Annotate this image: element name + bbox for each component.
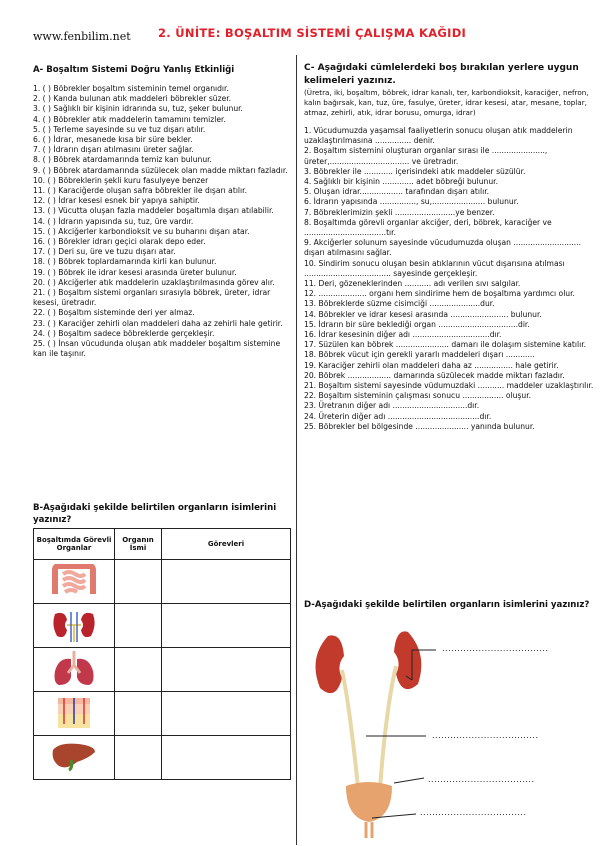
true-false-item[interactable]: 19. ( ) Böbrek ile idrar kesesi arasında üreter bulunur. bbox=[33, 267, 237, 277]
fill-blank-item[interactable]: 10. Sindirim sonucu oluşan besin atıklarının vücut dışarısına atılması .................................... sayesinde gerçekleşir. bbox=[304, 258, 565, 278]
true-false-item[interactable]: 16. ( ) Börekler idrarı geçici olarak depo eder. bbox=[33, 237, 206, 247]
page-title: 2. ÜNİTE: BOŞALTIM SİSTEMİ ÇALIŞMA KAĞIDI bbox=[158, 26, 467, 40]
liver-image bbox=[34, 736, 115, 780]
true-false-item[interactable]: 25. ( ) İnsan vücudunda oluşan atık maddeler boşaltım sistemine kan ile taşınır. bbox=[33, 339, 281, 359]
true-false-item[interactable]: 15. ( ) Akciğerler karbondioksit ve su buharını dışarı atar. bbox=[33, 226, 250, 236]
fill-blank-item[interactable]: 6. İdrarın yapısında ..............., su,...................... bulunur. bbox=[304, 197, 519, 207]
table-row bbox=[34, 604, 291, 648]
organ-duty-cell[interactable] bbox=[162, 648, 291, 692]
kidney-image bbox=[34, 604, 115, 648]
true-false-item[interactable]: 5. ( ) Terleme sayesinde su ve tuz dışarı atılır. bbox=[33, 124, 206, 134]
true-false-item[interactable]: 21. ( ) Boşaltım sistemi organları sırasıyla böbrek, üreter, idrar kesesi, üretradır. bbox=[33, 288, 271, 308]
fill-blank-item[interactable]: 9. Akciğerler solunum sayesinde vücudumuzda oluşan ............................ dışarı atılmasını sağlar. bbox=[304, 238, 581, 258]
fill-blank-item[interactable]: 8. Boşaltımda görevli organlar akciğer, deri, böbrek, karaciğer ve ..................................tır. bbox=[304, 217, 552, 238]
true-false-item[interactable]: 1. ( ) Böbrekler boşaltım sisteminin temel organıdır. bbox=[33, 84, 229, 93]
true-false-item[interactable]: 2. ( ) Kanda bulunan atık maddeleri böbrekler süzer. bbox=[33, 94, 232, 104]
organs-table bbox=[33, 528, 291, 780]
fill-blank-item[interactable]: 7. Böbreklerimizin şekli .........................ye benzer. bbox=[304, 207, 495, 217]
fill-blank-item[interactable]: 5. Oluşan idrar.................. tarafından dışarı atılır. bbox=[304, 187, 490, 197]
organ-name-cell[interactable] bbox=[115, 560, 162, 604]
site-name: www.fenbilim.net bbox=[33, 30, 131, 43]
fill-blank-item[interactable]: 14. Böbrekler ve idrar kesesi arasında ........................ bulunur. bbox=[304, 309, 542, 319]
organ-name-cell[interactable] bbox=[115, 648, 162, 692]
fill-blank-item[interactable]: 12. .................... organı hem sindirime hem de boşaltıma yardımcı olur. bbox=[304, 289, 575, 299]
diagram-blank-1[interactable]: ................................... bbox=[442, 644, 549, 653]
section-c-title: C- Aşağıdaki cümlelerdeki boş bırakılan yerlere uygun kelimeleri yazınız. bbox=[304, 63, 579, 86]
section-c bbox=[304, 62, 596, 432]
true-false-item[interactable]: 9. ( ) Böbrek atardamarında süzülecek olan madde miktarı fazladır. bbox=[33, 165, 288, 175]
col-duty-header: Görevleri bbox=[162, 529, 291, 560]
true-false-list bbox=[33, 84, 291, 359]
true-false-item[interactable]: 10. ( ) Böbreklerin şekli kuru fasulyeye benzer bbox=[33, 175, 209, 185]
word-bank: (Üretra, iki, boşaltım, böbrek, idrar kanalı, ter, karbondioksit, karaciğer, nefron, kalın bağırsak, kan, tuz, üre, fasulye, üreter, idrar kesesi, atar, mesane, toplar, atmaz, zehirli, atık, idrar borusu, omurga, idrar) bbox=[304, 88, 589, 117]
fill-blank-item[interactable]: 17. Süzülen kan böbrek ...................... damarı ile dolaşım sistemine katılır. bbox=[304, 340, 587, 350]
col-organs-header: Boşaltımda Görevli Organlar bbox=[34, 529, 115, 560]
true-false-item[interactable]: 17. ( ) Deri su, üre ve tuzu dışarı atar. bbox=[33, 247, 176, 257]
true-false-item[interactable]: 6. ( ) İdrar, mesanede kısa bir süre bekler. bbox=[33, 135, 193, 145]
col-name-header: Organın İsmi bbox=[115, 529, 162, 560]
true-false-item[interactable]: 20. ( ) Akciğerler atık maddelerin uzaklaştırılmasında görev alır. bbox=[33, 277, 275, 287]
fill-blank-item[interactable]: 24. Üreterin diğer adı ......................................dır. bbox=[304, 411, 492, 421]
lungs-image bbox=[34, 648, 115, 692]
fill-blank-item[interactable]: 23. Üretranın diğer adı ...............................dır. bbox=[304, 401, 480, 411]
fill-blank-item[interactable]: 19. Karaciğer zehirli olan maddeleri daha az ................ hale getirir. bbox=[304, 360, 559, 370]
organ-duty-cell[interactable] bbox=[162, 604, 291, 648]
true-false-item[interactable]: 24. ( ) Boşaltım sadece böbreklerde gerçekleşir. bbox=[33, 328, 215, 338]
true-false-item[interactable]: 4. ( ) Böbrekler atık maddelerin tamamını temizler. bbox=[33, 114, 226, 124]
true-false-item[interactable]: 14. ( ) İdrarın yapısında su, tuz, üre vardır. bbox=[33, 216, 194, 226]
table-row bbox=[34, 736, 291, 780]
true-false-item[interactable]: 3. ( ) Sağlıklı bir kişinin idrarında su, tuz, şeker bulunur. bbox=[33, 104, 243, 114]
table-row bbox=[34, 692, 291, 736]
section-a-title: A- Boşaltım Sistemi Doğru Yanlış Etkinliği bbox=[33, 65, 235, 75]
section-a bbox=[33, 64, 291, 359]
table-row bbox=[34, 648, 291, 692]
fill-blank-item[interactable]: 15. İdrarın bir süre beklediği organ .................................dir. bbox=[304, 319, 530, 329]
true-false-item[interactable]: 13. ( ) Vücutta oluşan fazla maddeler boşaltımla dışarı atılabilir. bbox=[33, 206, 274, 216]
table-row bbox=[34, 560, 291, 604]
diagram-blank-3[interactable]: ................................... bbox=[428, 775, 535, 784]
skin-image bbox=[34, 692, 115, 736]
fill-blank-item[interactable]: 22. Boşaltım sisteminin çalışması sonucu ................. oluşur. bbox=[304, 391, 532, 401]
organ-name-cell[interactable] bbox=[115, 604, 162, 648]
column-divider bbox=[296, 55, 297, 845]
true-false-item[interactable]: 8. ( ) Böbrek atardamarında temiz kan bulunur. bbox=[33, 155, 212, 165]
fill-blank-item[interactable]: 21. Boşaltım sistemi sayesinde vüdumuzdaki ........... maddeler uzaklaştırılır. bbox=[304, 381, 594, 391]
true-false-item[interactable]: 18. ( ) Böbrek toplardamarında kirli kan bulunur. bbox=[33, 257, 217, 267]
fill-blank-item[interactable]: 1. Vücudumuzda yaşamsal faaliyetlerin sonucu oluşan atık maddelerin uzaklaştırılmasına ............... denir. bbox=[304, 126, 573, 146]
true-false-item[interactable]: 12. ( ) İdrar kesesi esnek bir yapıya sahiptir. bbox=[33, 196, 200, 206]
organ-duty-cell[interactable] bbox=[162, 692, 291, 736]
fill-blank-item[interactable]: 11. Deri, gözeneklerinden ........... adı verilen sıvı salgılar. bbox=[304, 279, 521, 289]
section-d-title: D-Aşağıdaki şekilde belirtilen organların isimlerini yazınız? bbox=[304, 600, 590, 610]
fill-blank-item[interactable]: 4. Sağlıklı bir kişinin ............. adet böbreği bulunur. bbox=[304, 177, 498, 187]
diagram-blank-4[interactable]: ................................... bbox=[420, 808, 527, 817]
true-false-item[interactable]: 22. ( ) Boşaltım sisteminde deri yer almaz. bbox=[33, 308, 195, 318]
true-false-item[interactable]: 11. ( ) Karaciğerde oluşan safra böbrekler ile dışarı atılır. bbox=[33, 186, 247, 196]
fill-blank-item[interactable]: 20. Böbrek .................. damarında süzülecek madde miktarı fazladır. bbox=[304, 370, 565, 380]
organ-name-cell[interactable] bbox=[115, 692, 162, 736]
true-false-item[interactable]: 7. ( ) İdrarın dışarı atılmasını üreter sağlar. bbox=[33, 145, 194, 155]
organ-name-cell[interactable] bbox=[115, 736, 162, 780]
fill-blank-item[interactable]: 2. Boşaltım sistemini oluşturan organlar sırası ile ......................, üreter,................................. ve üretradır. bbox=[304, 146, 548, 166]
organ-duty-cell[interactable] bbox=[162, 560, 291, 604]
section-b-title: B-Aşağıdaki şekilde belirtilen organların isimlerini yazınız? bbox=[33, 503, 277, 525]
fill-blank-item[interactable]: 3. Böbrekler ile ............ içerisindeki atık maddeler süzülür. bbox=[304, 166, 526, 176]
diagram-blank-2[interactable]: ................................... bbox=[432, 731, 539, 740]
fill-blank-list bbox=[304, 126, 596, 432]
fill-blank-item[interactable]: 25. Böbrekler bel bölgesinde ...................... yanında bulunur. bbox=[304, 421, 535, 431]
true-false-item[interactable]: 23. ( ) Karaciğer zehirli olan maddeleri daha az zehirli hale getirir. bbox=[33, 318, 283, 328]
fill-blank-item[interactable]: 16. İdrar kesesinin diğer adı ................................dır. bbox=[304, 330, 502, 340]
fill-blank-item[interactable]: 18. Böbrek vücut için gerekli yararlı maddeleri dışarı ............ bbox=[304, 350, 535, 360]
organ-duty-cell[interactable] bbox=[162, 736, 291, 780]
fill-blank-item[interactable]: 13. Böbreklerde süzme cisimciği .....................dur. bbox=[304, 299, 495, 309]
intestine-image bbox=[34, 560, 115, 604]
